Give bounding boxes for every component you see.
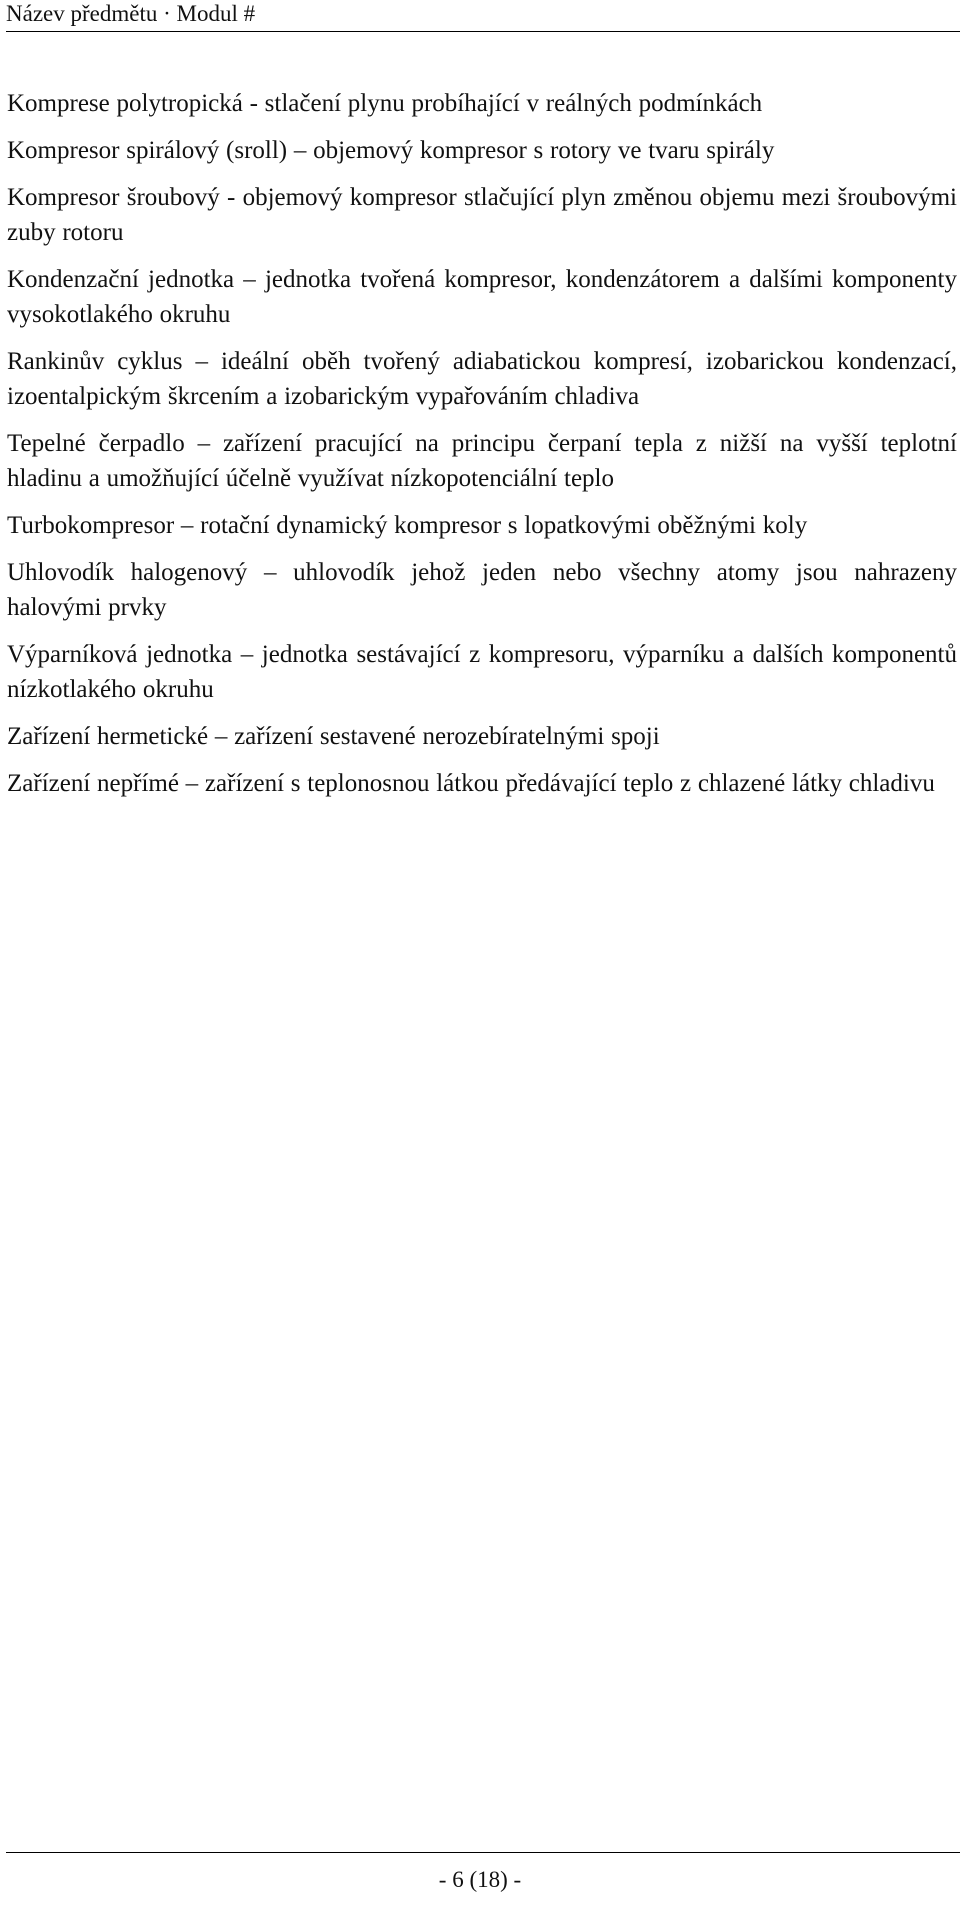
page-header [6, 0, 960, 32]
glossary-entry: Kompresor spirálový (sroll) – objemový kompresor s rotory ve tvaru spirály [7, 137, 775, 164]
page-footer [0, 1852, 960, 1915]
page-number: - 6 (18) - [438, 1867, 522, 1892]
glossary-entry: Komprese polytropická - stlačení plynu probíhající v reálných podmínkách [7, 90, 763, 117]
glossary-entry: Tepelné čerpadlo – zařízení pracující na principu čerpaní tepla z nižší na vyšší teplotní hladinu a umožňující účelně využívat nízkopotenciální teplo [7, 430, 957, 492]
glossary-entry: Uhlovodík halogenový – uhlovodík jehož jeden nebo všechny atomy jsou nahrazeny halovými prvky [7, 559, 957, 621]
glossary-entry: Kompresor šroubový - objemový kompresor stlačující plyn změnou objemu mezi šroubovými zuby rotoru [7, 184, 957, 246]
glossary-entry: Výparníková jednotka – jednotka sestávající z kompresoru, výparníku a dalších komponentů nízkotlakého okruhu [7, 641, 957, 703]
glossary-list [7, 86, 957, 813]
footer-divider [6, 1852, 960, 1853]
glossary-entry: Zařízení nepřímé – zařízení s teplonosnou látkou předávající teplo z chlazené látky chladivu [7, 770, 935, 797]
glossary-entry: Rankinův cyklus – ideální oběh tvořený adiabatickou kompresí, izobarickou kondenzací, izoentalpickým škrcením a izobarickým vypařováním chladiva [7, 348, 957, 410]
document-header-title: Název předmětu · Modul # [6, 1, 256, 26]
glossary-entry: Zařízení hermetické – zařízení sestavené nerozebíratelnými spoji [7, 723, 660, 750]
glossary-entry: Turbokompresor – rotační dynamický kompresor s lopatkovými oběžnými koly [7, 512, 808, 539]
glossary-entry: Kondenzační jednotka – jednotka tvořená kompresor, kondenzátorem a dalšími komponenty vysokotlakého okruhu [7, 266, 957, 328]
